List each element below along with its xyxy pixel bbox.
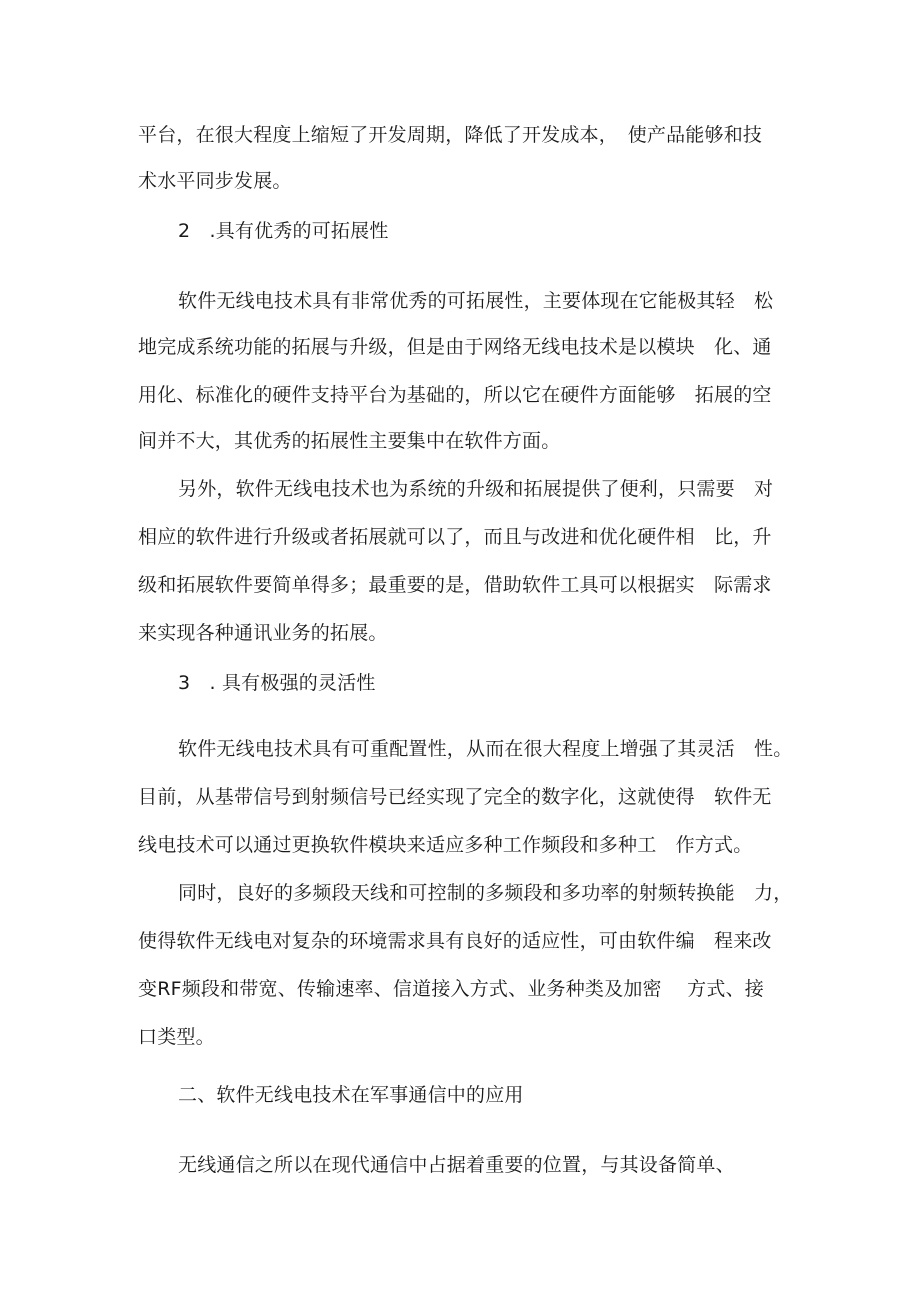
paragraph-line: 软件无线电技术具有可重配置性，从而在很大程度上增强了其灵活 性。 bbox=[178, 738, 793, 760]
paragraph-line: 用化、标准化的硬件支持平台为基础的，所以它在硬件方面能够 拓展的空 bbox=[138, 384, 772, 406]
paragraph-line: 另外，软件无线电技术也为系统的升级和拓展提供了便利，只需要 对 bbox=[178, 478, 774, 500]
paragraph-line: 平台，在很大程度上缩短了开发周期，降低了开发成本， 使产品能够和技 bbox=[138, 124, 763, 146]
paragraph-line: 术水平同步发展。 bbox=[138, 170, 292, 192]
paragraph-line: 地完成系统功能的拓展与升级，但是由于网络无线电技术是以模块 化、通 bbox=[138, 336, 772, 358]
paragraph-line: 软件无线电技术具有非常优秀的可拓展性，主要体现在它能极其轻 松 bbox=[178, 290, 774, 312]
paragraph-line: 同时，良好的多频段天线和可控制的多频段和多功率的射频转换能 力， bbox=[178, 882, 793, 904]
section-heading: 2 .具有优秀的可拓展性 bbox=[178, 220, 389, 242]
paragraph-line: 目前，从基带信号到射频信号已经实现了完全的数字化，这就使得 软件无 bbox=[138, 786, 772, 808]
paragraph-line: 无线通信之所以在现代通信中占据着重要的位置，与其设备简单、 bbox=[178, 1154, 735, 1176]
paragraph-line: 线电技术可以通过更换软件模块来适应多种工作频段和多种工 作方式。 bbox=[138, 834, 753, 856]
paragraph-line: 变RF频段和带宽、传输速率、信道接入方式、业务种类及加密 方式、接 bbox=[138, 978, 764, 1000]
paragraph-line: 间并不大，其优秀的拓展性主要集中在软件方面。 bbox=[138, 430, 561, 452]
paragraph-line: 口类型。 bbox=[138, 1026, 215, 1048]
section-heading: 3 . 具有极强的灵活性 bbox=[178, 672, 376, 694]
section-heading: 二、软件无线电技术在军事通信中的应用 bbox=[178, 1084, 524, 1106]
paragraph-line: 级和拓展软件要简单得多；最重要的是，借助软件工具可以根据实 际需求 bbox=[138, 574, 772, 596]
paragraph-line: 相应的软件进行升级或者拓展就可以了，而且与改进和优化硬件相 比，升 bbox=[138, 526, 772, 548]
paragraph-line: 来实现各种通讯业务的拓展。 bbox=[138, 622, 388, 644]
paragraph-line: 使得软件无线电对复杂的环境需求具有良好的适应性，可由软件编 程来改 bbox=[138, 930, 772, 952]
